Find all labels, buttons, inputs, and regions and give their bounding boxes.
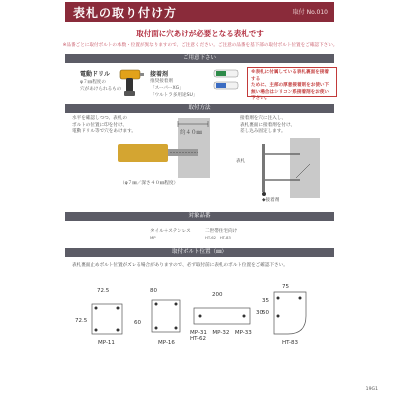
adhesive-sub-line-3: 「ウルトラ多用途SU」 [150, 93, 198, 98]
footer-code: 19G1 [365, 387, 378, 392]
intro-text: 取付面に穴あけが必要となる表札です [136, 29, 264, 38]
section-method: 取付方法 [65, 104, 334, 113]
dim-mp16-height: 60 [134, 320, 141, 326]
product-left-code: MP [150, 235, 156, 240]
adhesive-callout: ◆接着剤 [262, 198, 280, 203]
bolt-diagram-mp11 [82, 296, 128, 336]
drilling-illustration [118, 118, 210, 178]
section-products: 対象品番 [65, 212, 334, 221]
step2-line-2: 表札裏面に接着剤を付け、 [240, 122, 295, 128]
dim-mp31-height: 30 [256, 310, 263, 316]
product-right-code: HT-62 HT-83 [205, 235, 231, 240]
bolt-note: 表札裏面止めボルト位置がズレる場合がありますので、必ず取付前に表札のボルト位置をご確認下さい。 [72, 263, 288, 268]
dim-mp31-width: 200 [212, 292, 223, 298]
drill-sub-line-1: φ７㎜程度の [80, 80, 106, 85]
page-title: 表札の取り付け方 [73, 6, 178, 20]
bolt-diagram-ht83 [266, 286, 316, 338]
adhesive-label: 接着剤 [150, 71, 169, 78]
drill-sub [80, 79, 121, 93]
dim-ht83-top: 35 [262, 298, 269, 304]
drill-sub-line-2: 穴があけられるもの [80, 87, 122, 92]
sign-label: 表札 [236, 159, 246, 164]
step1-line-2: ボルトの位置に印を付け、 [72, 122, 127, 128]
warning-line-1: ※表札に付属している表札裏面を接着する [251, 70, 329, 82]
section-bolt-position: 取付ボルト位置（㎜） [65, 248, 334, 257]
model-mp31-group: MP-31 MP-32 MP-33 [190, 330, 252, 336]
mounting-illustration [240, 138, 320, 198]
adhesive-sub [150, 78, 198, 99]
bolt-diagram-mp31 [190, 300, 254, 330]
note-text: ※品番ごとに取付ボルトの本数・位置が異なりますので、ご注意ください。ご注意の品番を基下部の取付ボルト位置をご確認下さい。 [62, 43, 338, 48]
dim-ht83-height: 50 [262, 310, 269, 316]
product-right-label: 二世帯住宅向け [205, 229, 238, 234]
step2-line-1: 接着剤を穴に注入し、 [240, 116, 286, 121]
drill-icon [118, 66, 144, 98]
adhesive-tube-icon [212, 66, 244, 98]
adhesive-sub-line-2: 「スーパーXG」 [150, 86, 184, 91]
drill-spec: （φ７㎜／深さ４０㎜程度） [120, 181, 179, 186]
section-prepare: ご用意下さい [65, 54, 334, 63]
step2-line-3: 差し込み固定します。 [240, 129, 286, 134]
step2-text [240, 116, 295, 136]
adhesive-warning-box [247, 67, 337, 101]
model-ht62: HT-62 [190, 336, 206, 342]
step1-line-1: 水平を確認しつつ、表札の [72, 116, 127, 121]
warning-line-3: 無い場合はシリコン系接着剤をお使い下さい。 [251, 89, 330, 101]
bolt-diagram-mp16 [144, 294, 188, 336]
warning-line-2: ために、主部の厚意接着剤をお使い下 [251, 83, 330, 88]
page-header [65, 2, 334, 22]
drill-label: 電動ドリル [80, 71, 111, 78]
dim-mp11-height: 72.5 [75, 318, 88, 324]
dim-mp11-width: 72.5 [97, 288, 110, 294]
document-code: 取付 No.010 [292, 9, 328, 16]
adhesive-sub-line-1: 推奨接着剤 [150, 79, 173, 84]
dim-mp16-width: 80 [150, 288, 157, 294]
model-ht83: HT-83 [282, 340, 298, 346]
product-left-label: タイル＋ステンレス [150, 229, 191, 234]
dim-ht83-width: 75 [282, 284, 289, 290]
model-mp11: MP-11 [98, 340, 115, 346]
depth-label: 約４０㎜ [180, 130, 203, 136]
model-mp16: MP-16 [158, 340, 175, 346]
step1-line-3: 電動ドリル等で穴をあけます。 [72, 129, 136, 134]
